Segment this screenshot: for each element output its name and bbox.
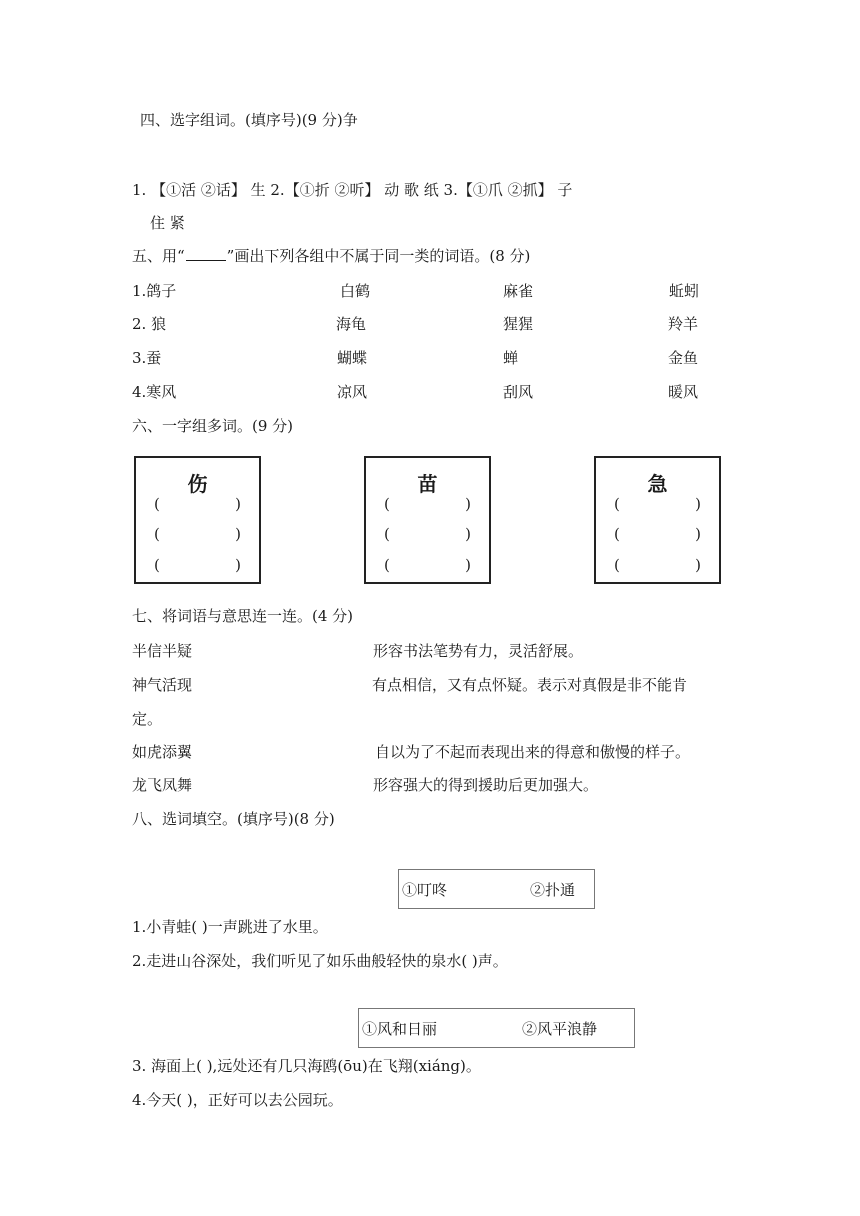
paren-open: ( <box>154 525 160 543</box>
answer-blank[interactable] <box>614 556 701 576</box>
question: 4.今天( )，正好可以去公园玩。 <box>132 1091 343 1109</box>
word-box-char: 急 <box>647 472 668 496</box>
option: ②扑通 <box>530 881 576 899</box>
question: 2.走进山谷深处，我们听见了如乐曲般轻快的泉水( )声。 <box>132 952 508 970</box>
section5-title <box>132 246 530 266</box>
paren-close: ) <box>235 495 241 513</box>
paren-open: ( <box>614 556 620 574</box>
section4-title: 四、选字组词。(填序号)(9 分)争 <box>140 111 358 129</box>
option: ①风和日丽 <box>362 1020 438 1038</box>
options-box <box>358 1008 635 1048</box>
word-box-char: 苗 <box>417 472 438 496</box>
paren-open: ( <box>384 556 390 574</box>
paren-open: ( <box>614 525 620 543</box>
answer-blank[interactable] <box>614 495 701 515</box>
answer-blank[interactable] <box>154 556 241 576</box>
word-cell: 暖风 <box>668 383 699 401</box>
section7-title: 七、将词语与意思连一连。(4 分) <box>132 607 354 625</box>
word-cell: 猩猩 <box>503 315 534 333</box>
word-cell: 2. 狼 <box>132 315 167 333</box>
section4-line1: 1. 【①活 ②话】 生 2.【①折 ②听】 动 歌 纸 3.【①爪 ②抓】 子 <box>132 181 573 199</box>
section5-title-start: 五、用“ <box>132 247 185 265</box>
word-box <box>134 456 261 584</box>
paren-close: ) <box>235 556 241 574</box>
word-cell: 3.蚕 <box>132 349 162 367</box>
option: ②风平浪静 <box>522 1020 598 1038</box>
paren-close: ) <box>695 556 701 574</box>
match-term[interactable]: 龙飞凤舞 <box>132 776 193 794</box>
word-box <box>594 456 721 584</box>
word-cell: 蚯蚓 <box>669 282 700 300</box>
section6-title: 六、一字组多词。(9 分) <box>132 417 294 435</box>
section5-title-end: ”画出下列各组中不属于同一类的词语。(8 分) <box>226 247 531 265</box>
word-cell: 凉风 <box>337 383 368 401</box>
answer-blank[interactable] <box>614 525 701 545</box>
paren-close: ) <box>465 495 471 513</box>
word-cell: 刮风 <box>503 383 534 401</box>
word-cell: 蝉 <box>503 349 519 367</box>
match-meaning[interactable]: 形容强大的得到援助后更加强大。 <box>373 776 599 794</box>
underline-blank <box>186 248 226 261</box>
word-box-char: 伤 <box>187 472 208 496</box>
paren-open: ( <box>384 495 390 513</box>
question: 3. 海面上( ),远处还有几只海鸥(ōu)在飞翔(xiáng)。 <box>132 1057 481 1075</box>
paren-open: ( <box>614 495 620 513</box>
paren-close: ) <box>235 525 241 543</box>
word-cell: 4.寒风 <box>132 383 177 401</box>
paren-open: ( <box>154 556 160 574</box>
word-cell: 麻雀 <box>503 282 534 300</box>
section4-line2: 住 紧 <box>150 214 185 232</box>
match-term[interactable]: 神气活现 <box>132 676 193 694</box>
paren-close: ) <box>465 556 471 574</box>
answer-blank[interactable] <box>154 525 241 545</box>
answer-blank[interactable] <box>384 495 471 515</box>
paren-close: ) <box>695 525 701 543</box>
match-meaning[interactable]: 形容书法笔势有力，灵活舒展。 <box>373 642 584 660</box>
match-meaning-continuation: 定。 <box>132 710 163 728</box>
paren-close: ) <box>465 525 471 543</box>
word-cell: 羚羊 <box>668 315 699 333</box>
match-term[interactable]: 如虎添翼 <box>132 743 193 761</box>
paren-close: ) <box>695 495 701 513</box>
word-cell: 1.鸽子 <box>132 282 177 300</box>
match-meaning[interactable]: 自以为了不起而表现出来的得意和傲慢的样子。 <box>375 743 691 761</box>
answer-blank[interactable] <box>384 556 471 576</box>
word-box <box>364 456 491 584</box>
paren-open: ( <box>154 495 160 513</box>
word-cell: 金鱼 <box>668 349 699 367</box>
question: 1.小青蛙( )一声跳进了水里。 <box>132 918 328 936</box>
option: ①叮咚 <box>402 881 448 899</box>
paren-open: ( <box>384 525 390 543</box>
match-term[interactable]: 半信半疑 <box>132 642 193 660</box>
match-meaning[interactable]: 有点相信，又有点怀疑。表示对真假是非不能肯 <box>372 676 688 694</box>
word-cell: 白鹤 <box>340 282 371 300</box>
options-box <box>398 869 595 909</box>
answer-blank[interactable] <box>384 525 471 545</box>
answer-blank[interactable] <box>154 495 241 515</box>
word-cell: 蝴蝶 <box>337 349 368 367</box>
word-cell: 海龟 <box>336 315 367 333</box>
section8-title: 八、选词填空。(填序号)(8 分) <box>132 810 335 828</box>
